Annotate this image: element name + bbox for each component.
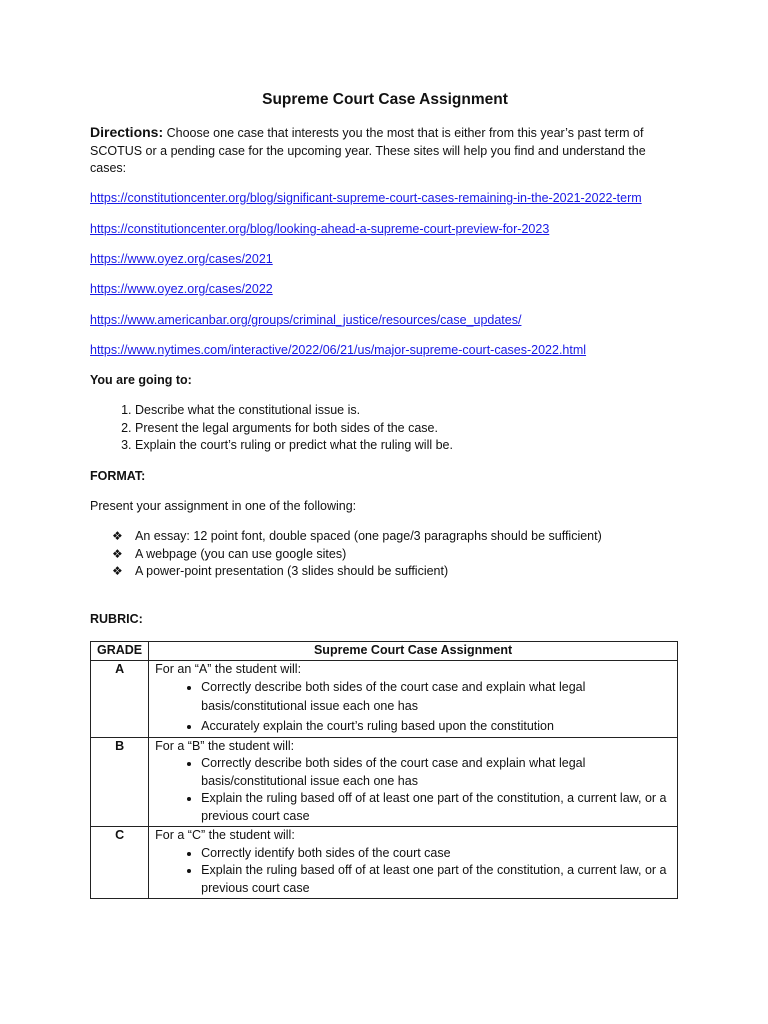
list-item: • Correctly describe both sides of the court case and explain what legal basis/constitutional issue each one has bbox=[201, 678, 671, 716]
list-item: • Accurately explain the court’s ruling based upon the constitution bbox=[201, 718, 671, 736]
list-item: • Correctly describe both sides of the court case and explain what legal basis/constitutional issue each one has bbox=[201, 755, 671, 790]
criteria-cell bbox=[149, 660, 678, 737]
criteria-cell bbox=[149, 827, 678, 899]
page-title: Supreme Court Case Assignment bbox=[262, 91, 508, 108]
link-nytimes[interactable]: https://www.nytimes.com/interactive/2022/06/21/us/major-supreme-court-cases-2022.html bbox=[90, 343, 587, 357]
format-heading: FORMAT: bbox=[90, 469, 146, 483]
rubric-heading: RUBRIC: bbox=[90, 612, 143, 626]
goals-list bbox=[90, 402, 453, 455]
goals-heading: You are going to: bbox=[90, 373, 192, 387]
list-item: • Explain the ruling based off of at least one part of the constitution, a current law, or a previous court case bbox=[201, 790, 671, 825]
format-option-text: A webpage (you can use google sites) bbox=[135, 546, 347, 561]
list-item bbox=[90, 528, 602, 546]
table-row bbox=[91, 737, 678, 827]
format-option-text: A power-point presentation (3 slides should be sufficient) bbox=[135, 564, 449, 578]
criteria-intro: For a “C” the student will: bbox=[155, 828, 295, 842]
link-americanbar[interactable]: https://www.americanbar.org/groups/criminal_justice/resources/case_updates/ bbox=[90, 313, 522, 327]
directions-label: Directions: bbox=[90, 124, 164, 140]
list-item: • Correctly identify both sides of the court case bbox=[201, 845, 671, 863]
criteria-intro: For an “A” the student will: bbox=[155, 661, 302, 676]
list-item bbox=[90, 563, 602, 581]
criteria-list bbox=[155, 678, 671, 736]
list-item: 2. Present the legal arguments for both sides of the case. bbox=[135, 420, 453, 438]
grade-cell: A bbox=[91, 660, 149, 737]
directions-paragraph bbox=[90, 124, 670, 178]
criteria-list bbox=[155, 845, 671, 898]
list-item bbox=[90, 546, 602, 564]
assignment-column-header: Supreme Court Case Assignment bbox=[149, 642, 678, 661]
list-item: • Explain the ruling based off of at least one part of the constitution, a current law, or a previous court case bbox=[201, 862, 671, 897]
link-constitutioncenter-2023[interactable]: https://constitutioncenter.org/blog/looking-ahead-a-supreme-court-preview-for-2023 bbox=[90, 222, 550, 236]
criteria-intro: For a “B” the student will: bbox=[155, 738, 295, 753]
grade-cell: C bbox=[91, 827, 149, 899]
link-oyez-2022[interactable]: https://www.oyez.org/cases/2022 bbox=[90, 282, 273, 296]
format-intro: Present your assignment in one of the following: bbox=[90, 499, 357, 513]
table-row bbox=[91, 827, 678, 899]
diamond-bullet-icon: ❖ bbox=[112, 546, 123, 561]
grade-column-header: GRADE bbox=[91, 642, 149, 661]
diamond-bullet-icon: ❖ bbox=[112, 529, 123, 543]
criteria-list bbox=[155, 755, 671, 825]
criteria-cell bbox=[149, 737, 678, 827]
link-oyez-2021[interactable]: https://www.oyez.org/cases/2021 bbox=[90, 252, 273, 266]
grade-cell: B bbox=[91, 737, 149, 827]
table-row bbox=[91, 660, 678, 737]
directions-text: Choose one case that interests you the most that is either from this year’s past term of SCOTUS or a pending case for the upcoming year. These sites will help you find and understand the cases: bbox=[90, 126, 646, 175]
rubric-table bbox=[90, 641, 678, 899]
format-options-list bbox=[90, 528, 602, 581]
diamond-bullet-icon: ❖ bbox=[112, 564, 123, 578]
list-item: 1. Describe what the constitutional issue is. bbox=[135, 402, 453, 420]
format-option-text: An essay: 12 point font, double spaced (one page/3 paragraphs should be sufficient) bbox=[135, 529, 602, 543]
table-header-row bbox=[91, 642, 678, 661]
list-item: 3. Explain the court’s ruling or predict what the ruling will be. bbox=[135, 437, 453, 455]
link-constitutioncenter-2021-2022[interactable]: https://constitutioncenter.org/blog/significant-supreme-court-cases-remaining-in-the-2021-2022-term bbox=[90, 191, 642, 205]
